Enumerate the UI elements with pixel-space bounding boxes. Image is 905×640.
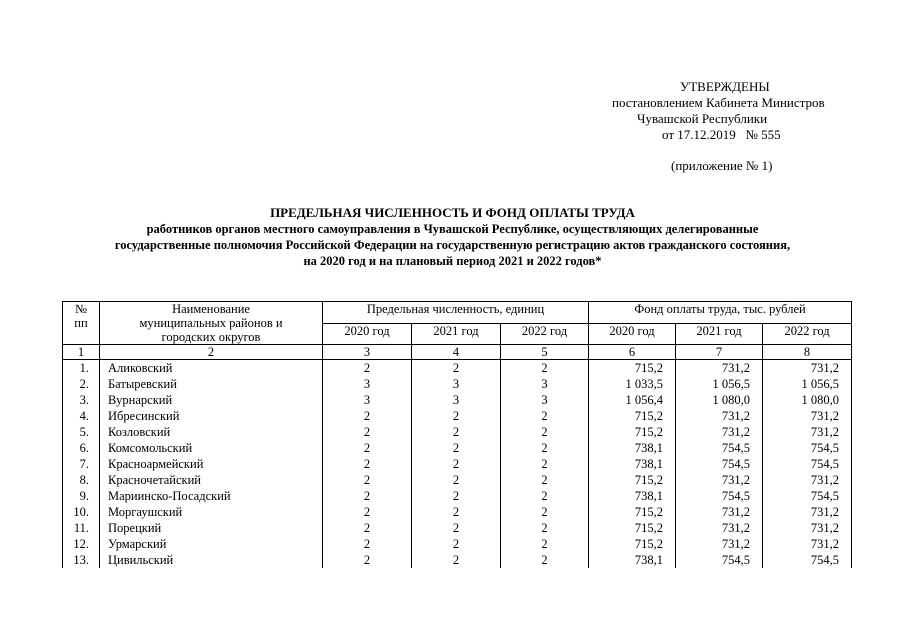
table-body (63, 360, 852, 569)
staff-2022: 2 (501, 456, 589, 472)
column-number: 4 (412, 345, 501, 360)
table-row (63, 392, 852, 408)
staff-2020: 2 (323, 520, 412, 536)
staff-2022: 2 (501, 472, 589, 488)
subtitle-line-2: государственные полномочия Российской Федерации на государственную регистрацию актов гражданского состояния, (114, 238, 791, 252)
district-name: Батыревский (100, 376, 323, 392)
row-number: 5. (63, 424, 100, 440)
row-number: 6. (63, 440, 100, 456)
fund-2022: 731,2 (763, 536, 852, 552)
fund-2022: 1 056,5 (763, 376, 852, 392)
district-name: Красноармейский (100, 456, 323, 472)
document-title: ПРЕДЕЛЬНАЯ ЧИСЛЕННОСТЬ И ФОНД ОПЛАТЫ ТРУДА (270, 205, 635, 220)
table-row (63, 456, 852, 472)
approval-line-3: Чувашской Республики (637, 111, 768, 126)
staff-2020: 3 (323, 392, 412, 408)
header-staff-2022: 2022 год (501, 323, 589, 345)
table-row (63, 488, 852, 504)
staff-2020: 2 (323, 424, 412, 440)
header-name: Наименование муниципальных районов и городских округов (100, 302, 323, 345)
table-row (63, 536, 852, 552)
district-name: Комсомольский (100, 440, 323, 456)
fund-2021: 731,2 (676, 424, 763, 440)
staff-2020: 2 (323, 552, 412, 568)
approval-line-2: постановлением Кабинета Министров (612, 95, 825, 110)
row-number: 1. (63, 360, 100, 377)
table-row (63, 424, 852, 440)
approval-line-1: УТВЕРЖДЕНЫ (680, 79, 770, 94)
header-fund-2021: 2021 год (676, 323, 763, 345)
staff-2021: 2 (412, 456, 501, 472)
table-row (63, 376, 852, 392)
header-fund-group: Фонд оплаты труда, тыс. рублей (589, 302, 852, 324)
table-row (63, 520, 852, 536)
fund-2022: 754,5 (763, 440, 852, 456)
fund-2022: 1 080,0 (763, 392, 852, 408)
fund-2021: 731,2 (676, 408, 763, 424)
fund-2020: 715,2 (589, 472, 676, 488)
approval-line-4: от 17.12.2019 № 555 (662, 127, 781, 142)
fund-2020: 738,1 (589, 552, 676, 568)
appendix-label: (приложение № 1) (671, 158, 773, 173)
fund-2022: 731,2 (763, 360, 852, 377)
fund-2022: 731,2 (763, 424, 852, 440)
fund-2021: 731,2 (676, 472, 763, 488)
staff-2021: 2 (412, 360, 501, 377)
header-staff-2020: 2020 год (323, 323, 412, 345)
fund-2022: 731,2 (763, 520, 852, 536)
fund-2022: 731,2 (763, 408, 852, 424)
fund-2020: 715,2 (589, 504, 676, 520)
fund-2020: 715,2 (589, 424, 676, 440)
table-row (63, 360, 852, 377)
fund-2022: 754,5 (763, 488, 852, 504)
fund-2021: 754,5 (676, 552, 763, 568)
staff-2020: 2 (323, 488, 412, 504)
row-number: 2. (63, 376, 100, 392)
header-staff-2021: 2021 год (412, 323, 501, 345)
header-no: № пп (63, 302, 100, 345)
staff-2022: 2 (501, 520, 589, 536)
fund-2021: 731,2 (676, 360, 763, 377)
fund-2020: 1 033,5 (589, 376, 676, 392)
fund-2020: 715,2 (589, 520, 676, 536)
fund-2021: 754,5 (676, 440, 763, 456)
staff-fund-table (62, 301, 852, 568)
table-row (63, 440, 852, 456)
staff-2021: 3 (412, 376, 501, 392)
row-number: 4. (63, 408, 100, 424)
district-name: Моргаушский (100, 504, 323, 520)
fund-2021: 1 080,0 (676, 392, 763, 408)
staff-2022: 2 (501, 488, 589, 504)
column-number: 3 (323, 345, 412, 360)
column-number: 5 (501, 345, 589, 360)
staff-2020: 2 (323, 440, 412, 456)
staff-2021: 2 (412, 536, 501, 552)
district-name: Мариинско-Посадский (100, 488, 323, 504)
subtitle-line-1: работников органов местного самоуправления в Чувашской Республике, осуществляющих делегированные (146, 222, 759, 236)
fund-2021: 754,5 (676, 456, 763, 472)
staff-2022: 3 (501, 376, 589, 392)
fund-2022: 731,2 (763, 504, 852, 520)
column-number: 8 (763, 345, 852, 360)
row-number: 8. (63, 472, 100, 488)
row-number: 10. (63, 504, 100, 520)
staff-2022: 2 (501, 536, 589, 552)
fund-2021: 731,2 (676, 536, 763, 552)
district-name: Порецкий (100, 520, 323, 536)
staff-2021: 2 (412, 552, 501, 568)
row-number: 11. (63, 520, 100, 536)
fund-2020: 738,1 (589, 440, 676, 456)
district-name: Ибресинский (100, 408, 323, 424)
document-subtitle (0, 221, 905, 269)
staff-2021: 2 (412, 488, 501, 504)
fund-2022: 754,5 (763, 456, 852, 472)
staff-2021: 2 (412, 520, 501, 536)
row-number: 7. (63, 456, 100, 472)
fund-2021: 754,5 (676, 488, 763, 504)
staff-2022: 2 (501, 440, 589, 456)
staff-2020: 3 (323, 376, 412, 392)
staff-2020: 2 (323, 472, 412, 488)
header-fund-2022: 2022 год (763, 323, 852, 345)
table-row (63, 504, 852, 520)
fund-2021: 731,2 (676, 504, 763, 520)
staff-2020: 2 (323, 360, 412, 377)
staff-2020: 2 (323, 536, 412, 552)
fund-2020: 1 056,4 (589, 392, 676, 408)
fund-2020: 715,2 (589, 536, 676, 552)
staff-2022: 3 (501, 392, 589, 408)
staff-2022: 2 (501, 552, 589, 568)
district-name: Урмарский (100, 536, 323, 552)
staff-2021: 2 (412, 440, 501, 456)
row-number: 13. (63, 552, 100, 568)
header-fund-2020: 2020 год (589, 323, 676, 345)
column-number: 6 (589, 345, 676, 360)
district-name: Аликовский (100, 360, 323, 377)
table-row (63, 408, 852, 424)
row-number: 3. (63, 392, 100, 408)
table-row (63, 472, 852, 488)
staff-2021: 2 (412, 424, 501, 440)
district-name: Цивильский (100, 552, 323, 568)
staff-2020: 2 (323, 408, 412, 424)
staff-2021: 2 (412, 408, 501, 424)
staff-2022: 2 (501, 504, 589, 520)
fund-2021: 731,2 (676, 520, 763, 536)
fund-2020: 738,1 (589, 456, 676, 472)
district-name: Красночетайский (100, 472, 323, 488)
staff-2022: 2 (501, 360, 589, 377)
staff-2020: 2 (323, 456, 412, 472)
staff-2021: 2 (412, 504, 501, 520)
fund-2022: 754,5 (763, 552, 852, 568)
staff-2022: 2 (501, 408, 589, 424)
fund-2020: 715,2 (589, 360, 676, 377)
column-number: 1 (63, 345, 100, 360)
fund-2022: 731,2 (763, 472, 852, 488)
column-number: 7 (676, 345, 763, 360)
staff-2021: 3 (412, 392, 501, 408)
column-number: 2 (100, 345, 323, 360)
fund-2021: 1 056,5 (676, 376, 763, 392)
header-staff-group: Предельная численность, единиц (323, 302, 589, 324)
row-number: 9. (63, 488, 100, 504)
staff-2022: 2 (501, 424, 589, 440)
staff-2020: 2 (323, 504, 412, 520)
fund-2020: 738,1 (589, 488, 676, 504)
district-name: Вурнарский (100, 392, 323, 408)
district-name: Козловский (100, 424, 323, 440)
row-number: 12. (63, 536, 100, 552)
table-row (63, 552, 852, 568)
approval-block (612, 79, 852, 143)
subtitle-line-3: на 2020 год и на плановый период 2021 и 2022 годов* (303, 254, 602, 268)
fund-2020: 715,2 (589, 408, 676, 424)
staff-2021: 2 (412, 472, 501, 488)
